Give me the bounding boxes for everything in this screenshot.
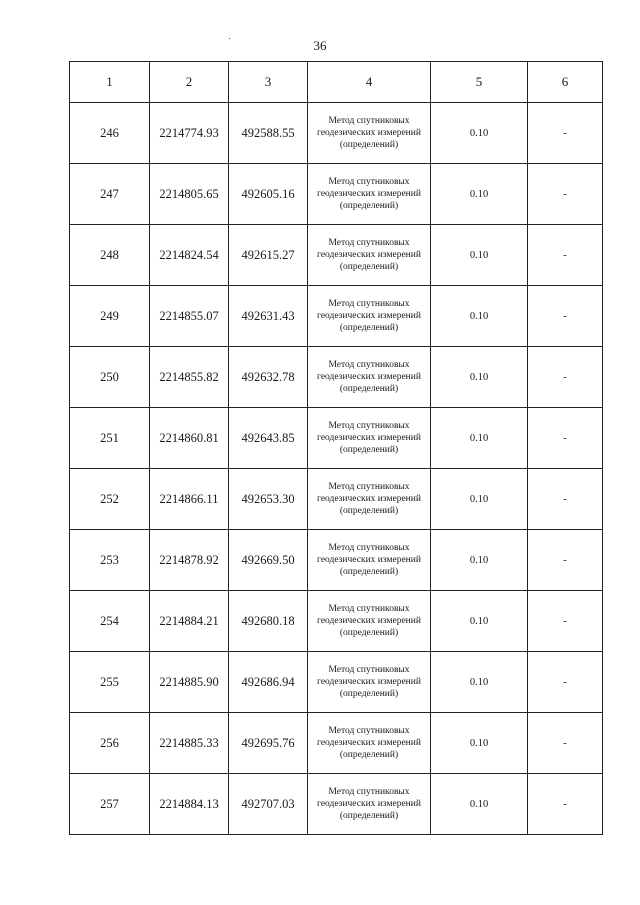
accuracy-cell: 0.10 — [431, 164, 528, 225]
coordinates-table — [69, 61, 603, 835]
method-cell — [308, 591, 431, 652]
x-coordinate-cell: 2214855.82 — [150, 347, 229, 408]
method-cell — [308, 225, 431, 286]
note-cell: - — [528, 591, 603, 652]
y-coordinate-cell: 492680.18 — [229, 591, 308, 652]
y-coordinate-cell: 492707.03 — [229, 774, 308, 835]
accuracy-cell: 0.10 — [431, 591, 528, 652]
method-text: Метод спутниковых геодезических измерений (определений) — [317, 238, 421, 272]
table-body — [70, 62, 603, 835]
point-number-cell: 254 — [70, 591, 150, 652]
accuracy-cell: 0.10 — [431, 774, 528, 835]
method-cell — [308, 652, 431, 713]
accuracy-cell: 0.10 — [431, 469, 528, 530]
table-row — [70, 286, 603, 347]
header-cell-3: 3 — [229, 62, 308, 103]
x-coordinate-cell: 2214885.33 — [150, 713, 229, 774]
y-coordinate-cell: 492686.94 — [229, 652, 308, 713]
table-row — [70, 469, 603, 530]
table-row — [70, 652, 603, 713]
note-cell: - — [528, 225, 603, 286]
note-cell: - — [528, 164, 603, 225]
x-coordinate-cell: 2214860.81 — [150, 408, 229, 469]
table-row — [70, 103, 603, 164]
method-text: Метод спутниковых геодезических измерений (определений) — [317, 299, 421, 333]
y-coordinate-cell: 492632.78 — [229, 347, 308, 408]
accuracy-cell: 0.10 — [431, 652, 528, 713]
point-number-cell: 248 — [70, 225, 150, 286]
point-number-cell: 249 — [70, 286, 150, 347]
x-coordinate-cell: 2214774.93 — [150, 103, 229, 164]
method-cell — [308, 286, 431, 347]
method-text: Метод спутниковых геодезических измерений (определений) — [317, 665, 421, 699]
point-number-cell: 250 — [70, 347, 150, 408]
method-cell — [308, 164, 431, 225]
header-cell-6: 6 — [528, 62, 603, 103]
point-number-cell: 253 — [70, 530, 150, 591]
method-cell — [308, 103, 431, 164]
method-text: Метод спутниковых геодезических измерений (определений) — [317, 726, 421, 760]
point-number-cell: 251 — [70, 408, 150, 469]
note-cell: - — [528, 652, 603, 713]
method-text: Метод спутниковых геодезических измерений (определений) — [317, 360, 421, 394]
note-cell: - — [528, 103, 603, 164]
method-text: Метод спутниковых геодезических измерений (определений) — [317, 177, 421, 211]
header-cell-4: 4 — [308, 62, 431, 103]
accuracy-cell: 0.10 — [431, 530, 528, 591]
method-cell — [308, 530, 431, 591]
table-row — [70, 408, 603, 469]
x-coordinate-cell: 2214855.07 — [150, 286, 229, 347]
accuracy-cell: 0.10 — [431, 225, 528, 286]
accuracy-cell: 0.10 — [431, 713, 528, 774]
table-row — [70, 774, 603, 835]
table-header-row — [70, 62, 603, 103]
accuracy-cell: 0.10 — [431, 347, 528, 408]
header-cell-2: 2 — [150, 62, 229, 103]
x-coordinate-cell: 2214885.90 — [150, 652, 229, 713]
method-text: Метод спутниковых геодезических измерений (определений) — [317, 116, 421, 150]
point-number-cell: 257 — [70, 774, 150, 835]
note-cell: - — [528, 469, 603, 530]
point-number-cell: 255 — [70, 652, 150, 713]
method-cell — [308, 713, 431, 774]
note-cell: - — [528, 713, 603, 774]
x-coordinate-cell: 2214805.65 — [150, 164, 229, 225]
table-row — [70, 225, 603, 286]
method-text: Метод спутниковых геодезических измерений (определений) — [317, 543, 421, 577]
point-number-cell: 252 — [70, 469, 150, 530]
header-cell-1: 1 — [70, 62, 150, 103]
x-coordinate-cell: 2214878.92 — [150, 530, 229, 591]
table-row — [70, 347, 603, 408]
x-coordinate-cell: 2214884.13 — [150, 774, 229, 835]
point-number-cell: 247 — [70, 164, 150, 225]
x-coordinate-cell: 2214824.54 — [150, 225, 229, 286]
y-coordinate-cell: 492643.85 — [229, 408, 308, 469]
point-number-cell: 246 — [70, 103, 150, 164]
point-number-cell: 256 — [70, 713, 150, 774]
y-coordinate-cell: 492615.27 — [229, 225, 308, 286]
method-cell — [308, 469, 431, 530]
table-row — [70, 530, 603, 591]
table-row — [70, 713, 603, 774]
method-text: Метод спутниковых геодезических измерений (определений) — [317, 482, 421, 516]
note-cell: - — [528, 774, 603, 835]
y-coordinate-cell: 492653.30 — [229, 469, 308, 530]
y-coordinate-cell: 492669.50 — [229, 530, 308, 591]
accuracy-cell: 0.10 — [431, 103, 528, 164]
note-cell: - — [528, 286, 603, 347]
method-text: Метод спутниковых геодезических измерений (определений) — [317, 787, 421, 821]
table-row — [70, 164, 603, 225]
method-cell — [308, 347, 431, 408]
table-row — [70, 591, 603, 652]
y-coordinate-cell: 492631.43 — [229, 286, 308, 347]
header-cell-5: 5 — [431, 62, 528, 103]
method-text: Метод спутниковых геодезических измерений (определений) — [317, 421, 421, 455]
method-cell — [308, 408, 431, 469]
y-coordinate-cell: 492588.55 — [229, 103, 308, 164]
note-cell: - — [528, 347, 603, 408]
note-cell: - — [528, 530, 603, 591]
accuracy-cell: 0.10 — [431, 286, 528, 347]
note-cell: - — [528, 408, 603, 469]
page-number: 36 — [313, 38, 327, 53]
method-cell — [308, 774, 431, 835]
y-coordinate-cell: 492695.76 — [229, 713, 308, 774]
accuracy-cell: 0.10 — [431, 408, 528, 469]
x-coordinate-cell: 2214884.21 — [150, 591, 229, 652]
scan-speck — [229, 38, 230, 39]
x-coordinate-cell: 2214866.11 — [150, 469, 229, 530]
method-text: Метод спутниковых геодезических измерений (определений) — [317, 604, 421, 638]
y-coordinate-cell: 492605.16 — [229, 164, 308, 225]
